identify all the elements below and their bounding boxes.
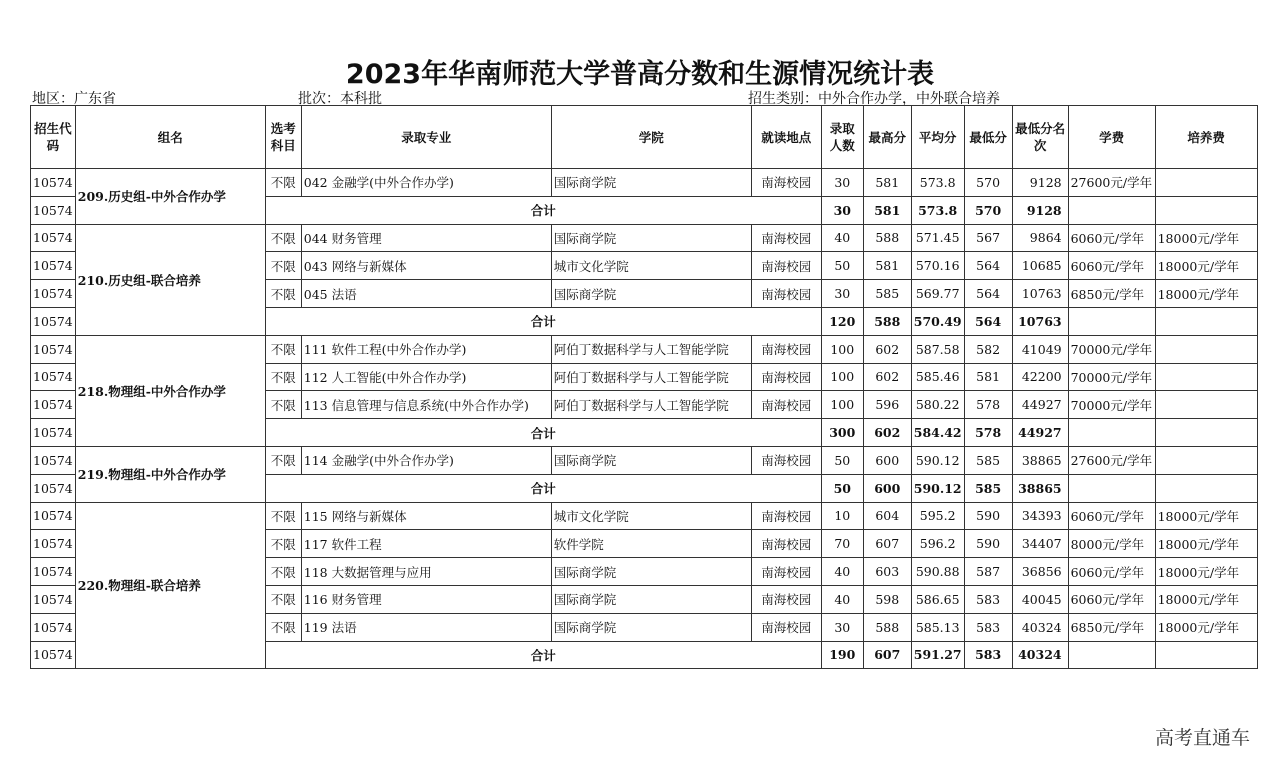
cell-最低分名次: 42200 (1012, 363, 1068, 391)
cell-最低分名次: 38865 (1012, 446, 1068, 474)
total-label: 合计 (265, 307, 821, 335)
admission-code: 10574 (31, 252, 76, 280)
score-table (30, 105, 1258, 669)
cell-培养费 (1155, 391, 1257, 419)
cell-学费: 70000元/学年 (1068, 363, 1155, 391)
cell-培养费: 18000元/学年 (1155, 613, 1257, 641)
cell-学院: 国际商学院 (551, 280, 751, 308)
cell-平均分: 569.77 (911, 280, 964, 308)
cell-平均分: 585.46 (911, 363, 964, 391)
cell-学院: 国际商学院 (551, 169, 751, 197)
table-row (31, 335, 1258, 363)
cell-学院: 阿伯丁数据科学与人工智能学院 (551, 391, 751, 419)
cell-学费: 8000元/学年 (1068, 530, 1155, 558)
cell-最低分名次: 40045 (1012, 585, 1068, 613)
admission-code: 10574 (31, 224, 76, 252)
category-label: 招生类别：中外合作办学，中外联合培养 (748, 91, 1000, 107)
empty-cell (1068, 307, 1155, 335)
cell-就读地点: 南海校园 (751, 391, 821, 419)
empty-cell (1155, 307, 1257, 335)
cell-选考科目: 不限 (265, 363, 301, 391)
cell-学费: 6060元/学年 (1068, 585, 1155, 613)
admission-code: 10574 (31, 169, 76, 197)
cell-最低分名次: 10763 (1012, 280, 1068, 308)
cell-最低分名次: 34407 (1012, 530, 1068, 558)
cell-就读地点: 南海校园 (751, 169, 821, 197)
total-value: 583 (964, 641, 1012, 669)
cell-学费: 70000元/学年 (1068, 335, 1155, 363)
empty-cell (1068, 419, 1155, 447)
cell-选考科目: 不限 (265, 224, 301, 252)
admission-code: 10574 (31, 391, 76, 419)
cell-就读地点: 南海校园 (751, 585, 821, 613)
cell-最低分: 578 (964, 391, 1012, 419)
admission-code: 10574 (31, 585, 76, 613)
admission-code: 10574 (31, 474, 76, 502)
admission-code: 10574 (31, 419, 76, 447)
column-header: 学院 (551, 106, 751, 169)
cell-就读地点: 南海校园 (751, 446, 821, 474)
column-header: 就读地点 (751, 106, 821, 169)
cell-平均分: 590.12 (911, 446, 964, 474)
cell-录取专业: 118 大数据管理与应用 (301, 558, 551, 586)
cell-录取专业: 112 人工智能(中外合作办学) (301, 363, 551, 391)
total-value: 300 (821, 419, 863, 447)
admission-code: 10574 (31, 613, 76, 641)
cell-就读地点: 南海校园 (751, 280, 821, 308)
column-header: 最低分名次 (1012, 106, 1068, 169)
cell-录取人数: 40 (821, 224, 863, 252)
cell-学费: 6060元/学年 (1068, 224, 1155, 252)
column-header: 培养费 (1155, 106, 1257, 169)
empty-cell (1068, 641, 1155, 669)
header-row (31, 106, 1258, 169)
cell-最低分: 585 (964, 446, 1012, 474)
cell-就读地点: 南海校园 (751, 363, 821, 391)
cell-选考科目: 不限 (265, 502, 301, 530)
empty-cell (1155, 196, 1257, 224)
admission-code: 10574 (31, 446, 76, 474)
cell-录取人数: 40 (821, 558, 863, 586)
page-title: 2023年华南师范大学普高分数和生源情况统计表 (345, 59, 935, 90)
cell-学院: 城市文化学院 (551, 502, 751, 530)
total-value: 10763 (1012, 307, 1068, 335)
cell-录取专业: 113 信息管理与信息系统(中外合作办学) (301, 391, 551, 419)
cell-选考科目: 不限 (265, 613, 301, 641)
column-header: 最高分 (863, 106, 911, 169)
total-value: 44927 (1012, 419, 1068, 447)
cell-最高分: 588 (863, 224, 911, 252)
cell-录取专业: 114 金融学(中外合作办学) (301, 446, 551, 474)
cell-最低分: 567 (964, 224, 1012, 252)
cell-学费: 27600元/学年 (1068, 446, 1155, 474)
cell-最低分: 583 (964, 613, 1012, 641)
cell-录取专业: 116 财务管理 (301, 585, 551, 613)
admission-code: 10574 (31, 307, 76, 335)
cell-平均分: 595.2 (911, 502, 964, 530)
cell-最高分: 585 (863, 280, 911, 308)
empty-cell (1068, 474, 1155, 502)
cell-最低分名次: 40324 (1012, 613, 1068, 641)
cell-就读地点: 南海校园 (751, 558, 821, 586)
table-row (31, 446, 1258, 474)
total-value: 585 (964, 474, 1012, 502)
cell-选考科目: 不限 (265, 446, 301, 474)
cell-平均分: 596.2 (911, 530, 964, 558)
total-value: 584.42 (911, 419, 964, 447)
cell-选考科目: 不限 (265, 585, 301, 613)
total-value: 602 (863, 419, 911, 447)
cell-录取人数: 50 (821, 252, 863, 280)
cell-培养费: 18000元/学年 (1155, 530, 1257, 558)
cell-培养费 (1155, 335, 1257, 363)
cell-选考科目: 不限 (265, 280, 301, 308)
cell-录取专业: 045 法语 (301, 280, 551, 308)
cell-最低分: 587 (964, 558, 1012, 586)
cell-学院: 城市文化学院 (551, 252, 751, 280)
total-label: 合计 (265, 419, 821, 447)
cell-培养费: 18000元/学年 (1155, 224, 1257, 252)
cell-录取人数: 100 (821, 335, 863, 363)
cell-学院: 国际商学院 (551, 613, 751, 641)
cell-培养费 (1155, 446, 1257, 474)
cell-最高分: 602 (863, 335, 911, 363)
admission-code: 10574 (31, 530, 76, 558)
cell-平均分: 587.58 (911, 335, 964, 363)
cell-最高分: 588 (863, 613, 911, 641)
cell-最高分: 607 (863, 530, 911, 558)
cell-最高分: 602 (863, 363, 911, 391)
total-value: 588 (863, 307, 911, 335)
group-name: 210.历史组-联合培养 (75, 224, 265, 335)
column-header: 招生代码 (31, 106, 76, 169)
cell-最低分: 583 (964, 585, 1012, 613)
admission-code: 10574 (31, 280, 76, 308)
cell-学院: 国际商学院 (551, 585, 751, 613)
admission-code: 10574 (31, 335, 76, 363)
cell-最低分名次: 36856 (1012, 558, 1068, 586)
cell-平均分: 586.65 (911, 585, 964, 613)
cell-学费: 6060元/学年 (1068, 502, 1155, 530)
group-name: 218.物理组-中外合作办学 (75, 335, 265, 446)
total-value: 9128 (1012, 196, 1068, 224)
admission-code: 10574 (31, 502, 76, 530)
total-value: 570 (964, 196, 1012, 224)
cell-最低分名次: 10685 (1012, 252, 1068, 280)
cell-学费: 70000元/学年 (1068, 391, 1155, 419)
cell-学院: 软件学院 (551, 530, 751, 558)
cell-平均分: 590.88 (911, 558, 964, 586)
cell-最高分: 581 (863, 252, 911, 280)
cell-录取专业: 115 网络与新媒体 (301, 502, 551, 530)
group-name: 209.历史组-中外合作办学 (75, 169, 265, 225)
column-header: 选考科目 (265, 106, 301, 169)
cell-录取人数: 70 (821, 530, 863, 558)
total-value: 38865 (1012, 474, 1068, 502)
cell-最高分: 603 (863, 558, 911, 586)
cell-最低分名次: 9864 (1012, 224, 1068, 252)
cell-最高分: 600 (863, 446, 911, 474)
column-header: 录取专业 (301, 106, 551, 169)
cell-最低分: 581 (964, 363, 1012, 391)
cell-录取专业: 044 财务管理 (301, 224, 551, 252)
total-label: 合计 (265, 196, 821, 224)
cell-学院: 阿伯丁数据科学与人工智能学院 (551, 363, 751, 391)
cell-培养费: 18000元/学年 (1155, 585, 1257, 613)
cell-选考科目: 不限 (265, 530, 301, 558)
region-label: 地区：广东省 (32, 91, 116, 107)
group-name: 219.物理组-中外合作办学 (75, 446, 265, 502)
cell-平均分: 570.16 (911, 252, 964, 280)
cell-录取人数: 30 (821, 169, 863, 197)
group-name: 220.物理组-联合培养 (75, 502, 265, 669)
admission-code: 10574 (31, 558, 76, 586)
cell-学费: 6850元/学年 (1068, 280, 1155, 308)
cell-培养费: 18000元/学年 (1155, 502, 1257, 530)
total-value: 578 (964, 419, 1012, 447)
total-value: 40324 (1012, 641, 1068, 669)
cell-录取人数: 50 (821, 446, 863, 474)
cell-就读地点: 南海校园 (751, 502, 821, 530)
cell-培养费: 18000元/学年 (1155, 252, 1257, 280)
total-label: 合计 (265, 474, 821, 502)
cell-学费: 6060元/学年 (1068, 252, 1155, 280)
cell-最低分: 590 (964, 502, 1012, 530)
cell-最高分: 604 (863, 502, 911, 530)
total-value: 50 (821, 474, 863, 502)
cell-录取专业: 043 网络与新媒体 (301, 252, 551, 280)
cell-平均分: 573.8 (911, 169, 964, 197)
cell-最低分名次: 34393 (1012, 502, 1068, 530)
table-row (31, 169, 1258, 197)
total-value: 570.49 (911, 307, 964, 335)
cell-录取专业: 111 软件工程(中外合作办学) (301, 335, 551, 363)
cell-选考科目: 不限 (265, 335, 301, 363)
total-value: 190 (821, 641, 863, 669)
cell-最低分: 582 (964, 335, 1012, 363)
cell-就读地点: 南海校园 (751, 335, 821, 363)
cell-录取专业: 119 法语 (301, 613, 551, 641)
cell-录取人数: 100 (821, 363, 863, 391)
cell-培养费 (1155, 169, 1257, 197)
cell-培养费: 18000元/学年 (1155, 280, 1257, 308)
cell-平均分: 580.22 (911, 391, 964, 419)
cell-选考科目: 不限 (265, 169, 301, 197)
cell-最低分: 564 (964, 252, 1012, 280)
total-value: 600 (863, 474, 911, 502)
cell-选考科目: 不限 (265, 558, 301, 586)
cell-就读地点: 南海校园 (751, 530, 821, 558)
cell-学院: 阿伯丁数据科学与人工智能学院 (551, 335, 751, 363)
total-value: 564 (964, 307, 1012, 335)
cell-培养费: 18000元/学年 (1155, 558, 1257, 586)
total-label: 合计 (265, 641, 821, 669)
cell-选考科目: 不限 (265, 252, 301, 280)
column-header: 学费 (1068, 106, 1155, 169)
cell-录取专业: 042 金融学(中外合作办学) (301, 169, 551, 197)
column-header: 录取人数 (821, 106, 863, 169)
cell-就读地点: 南海校园 (751, 224, 821, 252)
total-value: 30 (821, 196, 863, 224)
total-value: 581 (863, 196, 911, 224)
column-header: 最低分 (964, 106, 1012, 169)
table-row (31, 224, 1258, 252)
cell-学费: 6060元/学年 (1068, 558, 1155, 586)
cell-选考科目: 不限 (265, 391, 301, 419)
cell-就读地点: 南海校园 (751, 252, 821, 280)
cell-学费: 27600元/学年 (1068, 169, 1155, 197)
cell-最低分名次: 9128 (1012, 169, 1068, 197)
admission-code: 10574 (31, 196, 76, 224)
empty-cell (1068, 196, 1155, 224)
cell-最低分: 564 (964, 280, 1012, 308)
empty-cell (1155, 474, 1257, 502)
cell-学费: 6850元/学年 (1068, 613, 1155, 641)
cell-最高分: 581 (863, 169, 911, 197)
cell-最低分: 590 (964, 530, 1012, 558)
cell-最低分名次: 41049 (1012, 335, 1068, 363)
cell-平均分: 585.13 (911, 613, 964, 641)
cell-平均分: 571.45 (911, 224, 964, 252)
cell-录取人数: 40 (821, 585, 863, 613)
total-value: 573.8 (911, 196, 964, 224)
admission-code: 10574 (31, 363, 76, 391)
batch-label: 批次：本科批 (298, 91, 382, 107)
cell-学院: 国际商学院 (551, 224, 751, 252)
total-value: 607 (863, 641, 911, 669)
cell-最高分: 598 (863, 585, 911, 613)
column-header: 平均分 (911, 106, 964, 169)
cell-最低分: 570 (964, 169, 1012, 197)
total-value: 591.27 (911, 641, 964, 669)
table-row (31, 502, 1258, 530)
cell-学院: 国际商学院 (551, 558, 751, 586)
cell-录取人数: 10 (821, 502, 863, 530)
cell-录取人数: 30 (821, 280, 863, 308)
cell-录取人数: 100 (821, 391, 863, 419)
cell-最高分: 596 (863, 391, 911, 419)
total-value: 120 (821, 307, 863, 335)
cell-录取人数: 30 (821, 613, 863, 641)
cell-录取专业: 117 软件工程 (301, 530, 551, 558)
empty-cell (1155, 419, 1257, 447)
watermark: 高考直通车 (1154, 727, 1250, 749)
empty-cell (1155, 641, 1257, 669)
column-header: 组名 (75, 106, 265, 169)
admission-code: 10574 (31, 641, 76, 669)
cell-就读地点: 南海校园 (751, 613, 821, 641)
cell-学院: 国际商学院 (551, 446, 751, 474)
total-value: 590.12 (911, 474, 964, 502)
cell-培养费 (1155, 363, 1257, 391)
cell-最低分名次: 44927 (1012, 391, 1068, 419)
